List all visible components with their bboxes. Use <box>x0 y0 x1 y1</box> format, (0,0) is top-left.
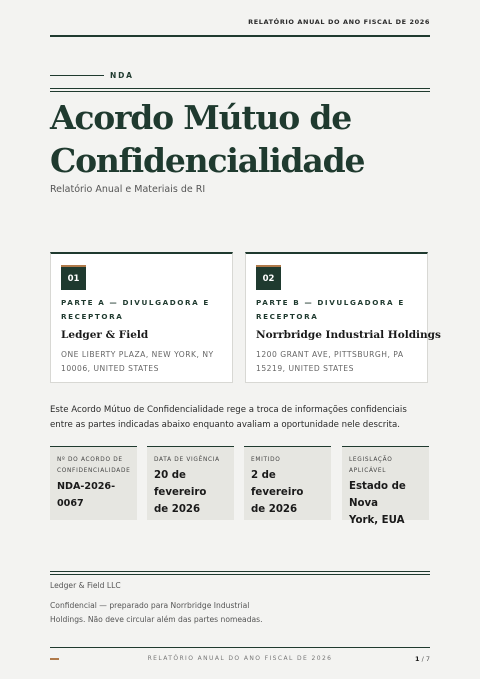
meta-label <box>349 455 427 477</box>
subtitle: Relatório Anual e Materiais de RI <box>50 184 206 195</box>
document-page <box>50 0 441 679</box>
meta-agreement-number <box>50 446 137 520</box>
meta-value <box>251 467 331 518</box>
notice-line-2: Holdings. Não deve circular além das partes nomeadas. <box>50 615 263 624</box>
notice-line-1: Confidencial — preparado para Norrbridge Industrial <box>50 601 250 610</box>
meta-label: DATA DE VIGÊNCIA <box>154 457 220 463</box>
party-name: Norrbridge Industrial Holdings <box>256 329 441 341</box>
eyebrow <box>50 71 134 80</box>
party-role <box>61 296 226 323</box>
intro-line-1: Este Acordo Mútuo de Confidencialidade rege a troca de informações confidenciais <box>50 405 407 415</box>
title-line-1: Acordo Mútuo de <box>50 98 351 137</box>
footer-rule <box>50 647 430 648</box>
meta-value-line-1: 20 de fevereiro <box>154 470 207 498</box>
meta-value <box>154 467 234 518</box>
meta-label <box>57 455 135 477</box>
party-number-badge: 01 <box>61 265 86 290</box>
eyebrow-label: NDA <box>110 71 134 80</box>
party-name: Ledger & Field <box>61 329 149 341</box>
meta-governing-law <box>342 446 429 526</box>
organization-name: Ledger & Field LLC <box>50 581 121 590</box>
intro-paragraph <box>50 403 430 432</box>
party-number-badge: 02 <box>256 265 281 290</box>
title-line-2: Confidencialidade <box>50 141 365 180</box>
meta-value <box>349 478 429 529</box>
party-address <box>61 348 221 376</box>
meta-effective-date <box>147 446 234 520</box>
confidentiality-notice <box>50 599 280 627</box>
page-number <box>415 655 430 663</box>
page-title <box>50 96 430 182</box>
intro-line-2: entre as partes indicadas abaixo enquanto avaliam a oportunidade nele descrita. <box>50 419 401 430</box>
party-address-line-1: ONE LIBERTY PLAZA, NEW YORK, NY <box>61 350 214 359</box>
footer-double-rule <box>50 571 430 575</box>
meta-label-line-2: CONFIDENCIALIDADE <box>57 468 131 474</box>
party-address-line-2: 15219, UNITED STATES <box>256 364 354 373</box>
eyebrow-line <box>50 75 104 77</box>
meta-value: NDA-2026-0067 <box>57 481 116 509</box>
meta-label-line-2: APLICÁVEL <box>349 468 387 474</box>
party-card-b <box>245 252 441 383</box>
page-current: 1 <box>414 655 420 663</box>
header-rule <box>50 35 430 37</box>
title-rule <box>50 88 430 92</box>
party-role <box>256 296 421 323</box>
page-total: 7 <box>425 655 430 663</box>
party-address <box>256 348 416 376</box>
meta-value-line-2: de 2026 <box>154 504 201 515</box>
meta-value-line-1: Estado de Nova <box>349 481 406 509</box>
meta-value-line-2: York, EUA <box>349 515 405 526</box>
meta-label-line-1: LEGISLAÇÃO <box>349 457 393 463</box>
page-separator: / <box>421 655 424 663</box>
footer-running-title: RELATÓRIO ANUAL DO ANO FISCAL DE 2026 <box>147 655 333 662</box>
meta-value-line-1: 2 de fevereiro <box>251 470 304 498</box>
party-role-line-1: PARTE B — DIVULGADORA E <box>256 298 405 307</box>
party-role-line-2: RECEPTORA <box>256 311 319 321</box>
meta-label: EMITIDO <box>251 457 281 463</box>
meta-label-line-1: Nº DO ACORDO DE <box>57 457 123 463</box>
party-role-line-2: RECEPTORA <box>61 311 124 321</box>
meta-issued-date <box>244 446 331 520</box>
party-role-line-1: PARTE A — DIVULGADORA E <box>61 298 210 307</box>
party-address-line-1: 1200 GRANT AVE, PITTSBURGH, PA <box>256 350 404 359</box>
party-address-line-2: 10006, UNITED STATES <box>61 364 159 373</box>
running-header: RELATÓRIO ANUAL DO ANO FISCAL DE 2026 <box>248 18 430 26</box>
party-card-a <box>50 252 233 383</box>
meta-value-line-2: de 2026 <box>251 504 298 515</box>
